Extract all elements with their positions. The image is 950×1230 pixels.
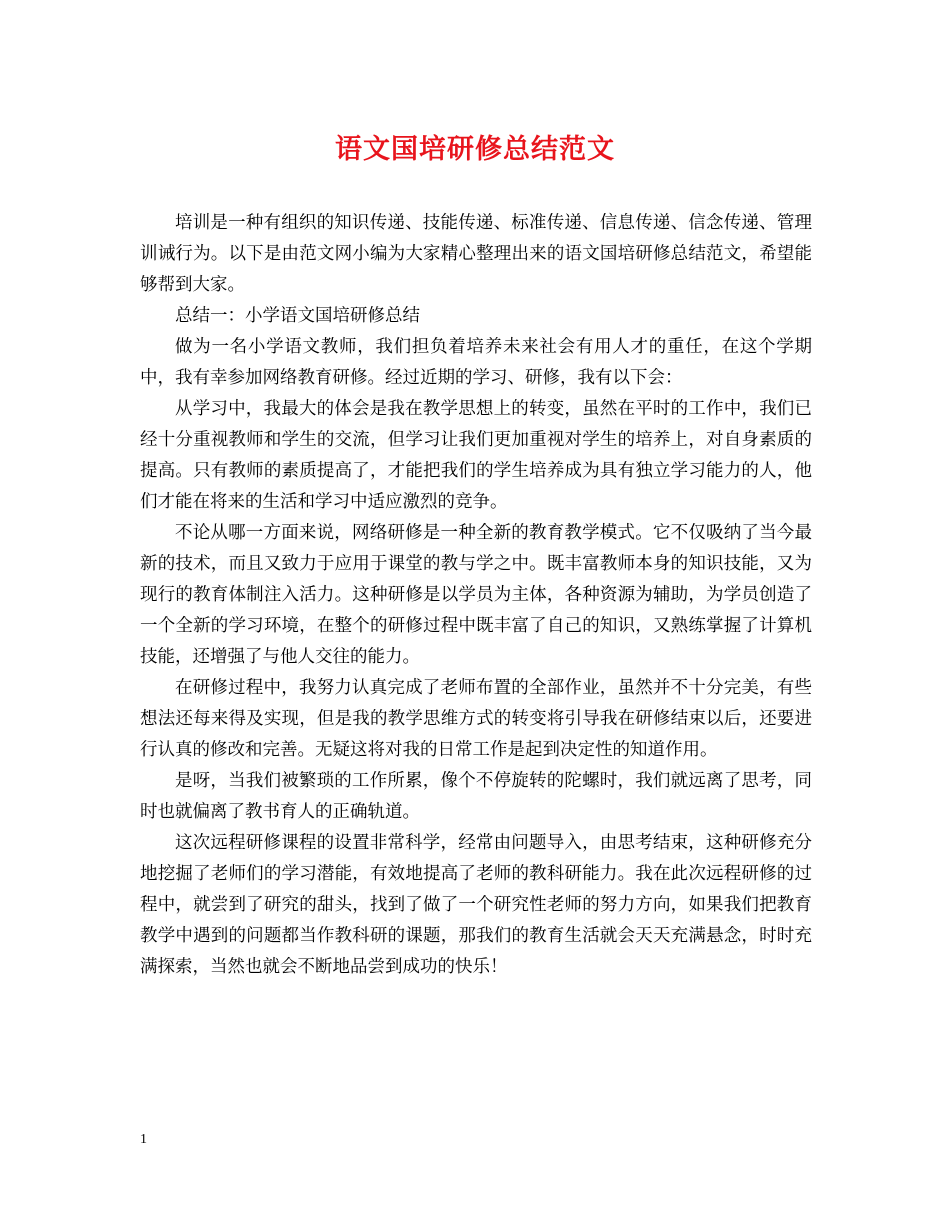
body-paragraph: 这次远程研修课程的设置非常科学，经常由问题导入，由思考结束，这种研修充分地挖掘了老师们的学习潜能，有效地提高了老师的教科研能力。我在此次远程研修的过程中，就尝到了研究的甜头，找到了做了一个研究性老师的努力方向，如果我们把教育教学中遇到的问题都当作教科研的课题，那我们的教育生活就会天天充满悬念，时时充满探索，当然也就会不断地品尝到成功的快乐！ (140, 833, 812, 977)
body-paragraph: 做为一名小学语文教师，我们担负着培养未来社会有用人才的重任，在这个学期中，我有幸参加网络教育研修。经过近期的学习、研修，我有以下会： (140, 337, 812, 388)
document-body (140, 208, 812, 983)
body-paragraph: 在研修过程中，我努力认真完成了老师布置的全部作业，虽然并不十分完美，有些想法还每来得及实现，但是我的教学思维方式的转变将引导我在研修结束以后，还要进行认真的修改和完善。无疑这将对我的日常工作是起到决定性的知道作用。 (140, 678, 812, 760)
section-heading: 总结一：小学语文国培研修总结 (175, 306, 420, 326)
intro-paragraph: 培训是一种有组织的知识传递、技能传递、标准传递、信息传递、信念传递、管理训诫行为。以下是由范文网小编为大家精心整理出来的语文国培研修总结范文，希望能够帮到大家。 (140, 213, 812, 295)
body-paragraph: 从学习中，我最大的体会是我在教学思想上的转变，虽然在平时的工作中，我们已经十分重视教师和学生的交流，但学习让我们更加重视对学生的培养上，对自身素质的提高。只有教师的素质提高了，才能把我们的学生培养成为具有独立学习能力的人，他们才能在将来的生活和学习中适应激烈的竞争。 (140, 399, 812, 512)
body-paragraph: 不论从哪一方面来说，网络研修是一种全新的教育教学模式。它不仅吸纳了当今最新的技术，而且又致力于应用于课堂的教与学之中。既丰富教师本身的知识技能，又为现行的教育体制注入活力。这种研修是以学员为主体，各种资源为辅助，为学员创造了一个全新的学习环境，在整个的研修过程中既丰富了自己的知识，又熟练掌握了计算机技能，还增强了与他人交往的能力。 (140, 523, 812, 667)
body-paragraph: 是呀，当我们被繁琐的工作所累，像个不停旋转的陀螺时，我们就远离了思考，同时也就偏离了教书育人的正确轨道。 (140, 771, 812, 822)
document-title: 语文国培研修总结范文 (335, 134, 615, 165)
page-number: 1 (140, 1132, 147, 1147)
